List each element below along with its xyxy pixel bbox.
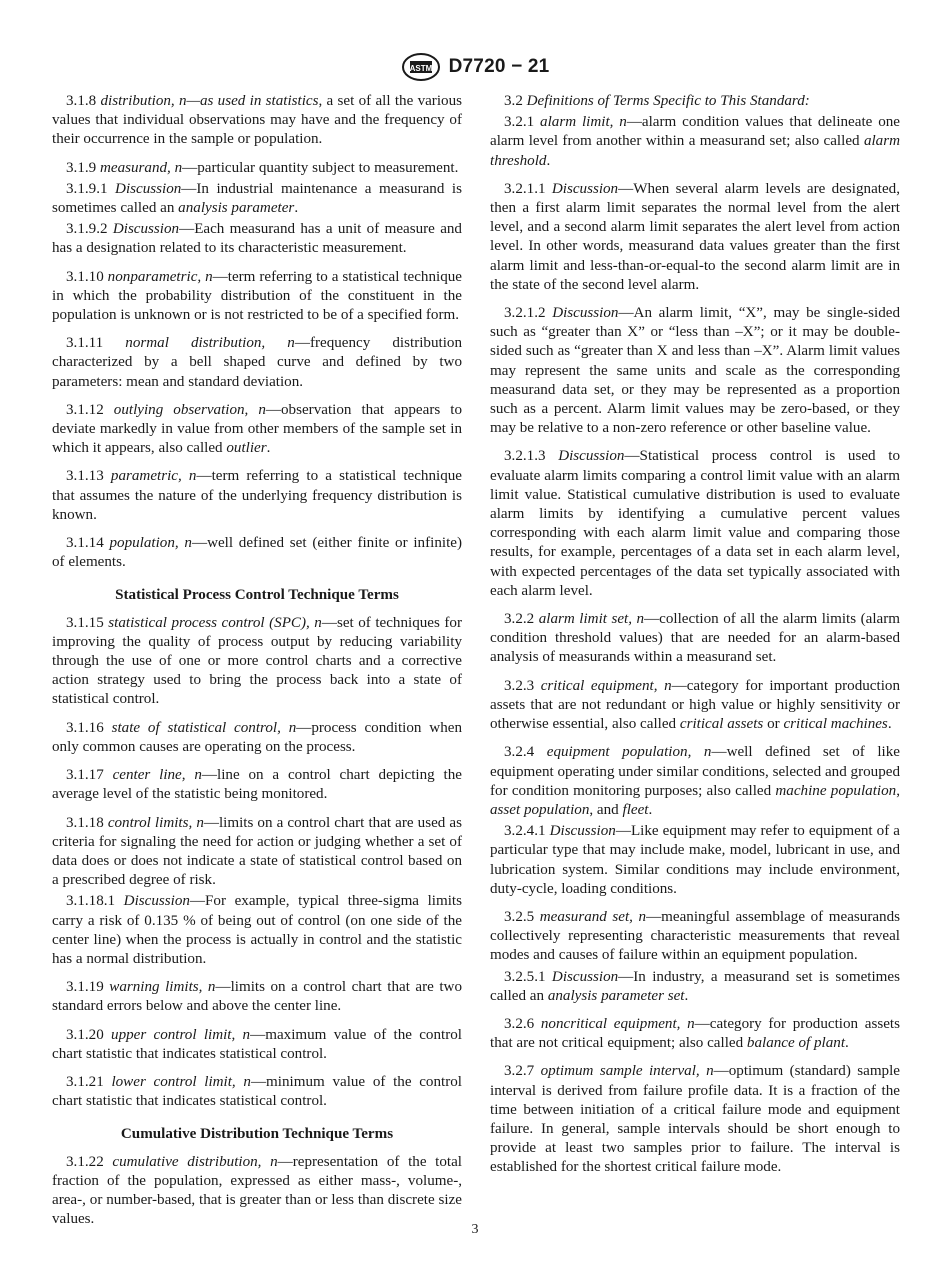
- definition-3-1-11: 3.1.11 normal distribution, n—frequency distribution characterized by a bell shaped curve and defined by two parameters: mean and standard deviation.: [52, 335, 462, 390]
- discussion-3-2-1-1: 3.2.1.1 Discussion—When several alarm levels are designated, then a first alarm limit separates the normal level from the alert level, and a second alarm limit separates the alert level from action level. In other words, measurand data values greater than the first alarm limit and less-than-or-equal-to the second alarm limit are in the state of the second level alarm.: [490, 180, 900, 293]
- subsection-3-2: 3.2 Definitions of Terms Specific to This Standard:: [504, 93, 810, 109]
- definition-3-1-8: 3.1.8 distribution, n—as used in statistics, a set of all the various values that individual observations may have and the frequency of their occurrence in the sample or population.: [52, 93, 462, 148]
- discussion-3-1-9-2: 3.1.9.2 Discussion—Each measurand has a unit of measure and has a designation related to its characteristic measurement.: [52, 221, 462, 257]
- definition-3-2-4: 3.2.4 equipment population, n—well defined set of like equipment operating under similar conditions, selected and grouped for condition monitoring purposes; also called machine population, asset population, and fleet.: [490, 744, 900, 818]
- discussion-3-2-1-3: 3.2.1.3 Discussion—Statistical process control is used to evaluate alarm limits comparing a control limit value with an alarm limit value. Statistical cumulative distribution is used to evaluate alarm limits by identifying a cumulative percent values corresponding with each alarm limit value and comparing those results, for example, percentages of a data set in each alarm level, with expected percentages of the data set typically associated with each alarm level.: [490, 448, 900, 599]
- definition-3-1-13: 3.1.13 parametric, n—term referring to a statistical technique that assumes the nature of the underlying frequency distribution is known.: [52, 468, 463, 523]
- definition-3-2-6: 3.2.6 noncritical equipment, n—category for production assets that are not critical equipment; also called balance of plant.: [490, 1015, 900, 1052]
- astm-logo-icon: [401, 52, 441, 82]
- definition-3-1-22: 3.1.22 cumulative distribution, n—representation of the total fraction of the population, expressed as either mass-, volume-, area-, or number-based, that is greater than or less than discrete size values.: [52, 1153, 462, 1228]
- definition-3-1-10: 3.1.10 nonparametric, n—term referring to a statistical technique in which the probability distribution of the constituent in the population is unknown or is not restricted to be of a specified form.: [52, 268, 463, 324]
- section-heading-spc: Statistical Process Control Technique Terms: [115, 587, 399, 604]
- document-id: D7720 − 21: [448, 56, 550, 77]
- page-header: [0, 52, 950, 87]
- discussion-3-2-5-1: 3.2.5.1 Discussion—In industry, a measurand set is sometimes called an analysis parameter set.: [490, 968, 900, 1004]
- definition-3-2-5: 3.2.5 measurand set, n—meaningful assemblage of measurands collectively representing characteristic measurements that reveal modes and causes of failure within an equipment population.: [490, 908, 901, 964]
- definition-3-2-3: 3.2.3 critical equipment, n—category for important production assets that are not redundant or high value or highly sensitivity or otherwise essential, also called critical assets or critical machines.: [490, 677, 900, 733]
- definition-3-1-17: 3.1.17 center line, n—line on a control chart depicting the average level of the statistic being monitored.: [52, 767, 462, 803]
- section-heading-cumulative: Cumulative Distribution Technique Terms: [120, 1126, 394, 1143]
- discussion-3-1-9-1: 3.1.9.1 Discussion—In industrial maintenance a measurand is sometimes called an analysis parameter.: [52, 180, 462, 217]
- definition-3-1-16: 3.1.16 state of statistical control, n—process condition when only common causes are operating on the process.: [52, 719, 462, 755]
- definition-3-2-2: 3.2.2 alarm limit set, n—collection of all the alarm limits (alarm condition threshold values) that are needed for an alarm-based analysis of measurands within a measurand set.: [490, 611, 900, 666]
- definition-3-1-12: 3.1.12 outlying observation, n—observation that appears to deviate markedly in value from other members of the sample set in which it appears, also called outlier.: [52, 401, 462, 457]
- left-column: [52, 92, 462, 1229]
- right-column: [490, 92, 900, 1178]
- svg-text:ASTM: ASTM: [409, 64, 432, 73]
- definition-3-1-20: 3.1.20 upper control limit, n—maximum value of the control chart statistic that indicates statistical control.: [52, 1026, 462, 1062]
- definition-3-1-18: 3.1.18 control limits, n—limits on a control chart that are used as criteria for signaling the need for action or judging whether a set of data does or does not indicate a state of statistical control based on a prescribed degree of risk.: [52, 814, 462, 889]
- definition-3-1-14: 3.1.14 population, n—well defined set (either finite or infinite) of elements.: [52, 535, 462, 571]
- definition-3-2-7: 3.2.7 optimum sample interval, n—optimum (standard) sample interval is derived from failure profile data. It is a fraction of the time between initiation of a critical failure mode and equipment failure. In general, sample intervals should be short enough to provide at least two samples prior to failure. The interval is established for the shortest critical failure mode.: [490, 1063, 900, 1176]
- definition-3-1-9: 3.1.9 measurand, n—particular quantity subject to measurement.: [66, 159, 459, 176]
- discussion-3-2-1-2: 3.2.1.2 Discussion—An alarm limit, “X”, may be single-sided such as “greater than X” or “less than –X”; or it may be double-sided such as “greater than X and less than –X”. Alarm limit values may represent the same units and scale as the corresponding measurand data set, or they may be represented as a proportion such as a percent. Alarm limit values may be zero-based, or they may be relative to a non-zero reference or other baseline value.: [490, 305, 900, 437]
- page-number: 3: [471, 1222, 479, 1237]
- discussion-3-1-18-1: 3.1.18.1 Discussion—For example, typical three-sigma limits carry a risk of 0.135 % of being out of control (on one side of the center line) when the process is actually in control and the statistic has a normal distribution.: [52, 893, 462, 967]
- definition-3-1-19: 3.1.19 warning limits, n—limits on a control chart that are two standard errors below and above the center line.: [52, 979, 462, 1015]
- discussion-3-2-4-1: 3.2.4.1 Discussion—Like equipment may refer to equipment of a particular type that may include make, model, lubricant in use, and lubrication system. Similar conditions may include environment, duty-cycle, loading conditions.: [490, 823, 900, 897]
- definition-3-1-21: 3.1.21 lower control limit, n—minimum value of the control chart statistic that indicates statistical control.: [52, 1073, 462, 1110]
- definition-3-2-1: 3.2.1 alarm limit, n—alarm condition values that delineate one alarm level from another within a measurand set; also called alarm threshold.: [490, 114, 900, 169]
- definition-3-1-15: 3.1.15 statistical process control (SPC), n—set of techniques for improving the quality of process output by reducing variability through the use of one or more control charts and a corrective action strategy used to bring the process back into a state of statistical control.: [52, 614, 462, 708]
